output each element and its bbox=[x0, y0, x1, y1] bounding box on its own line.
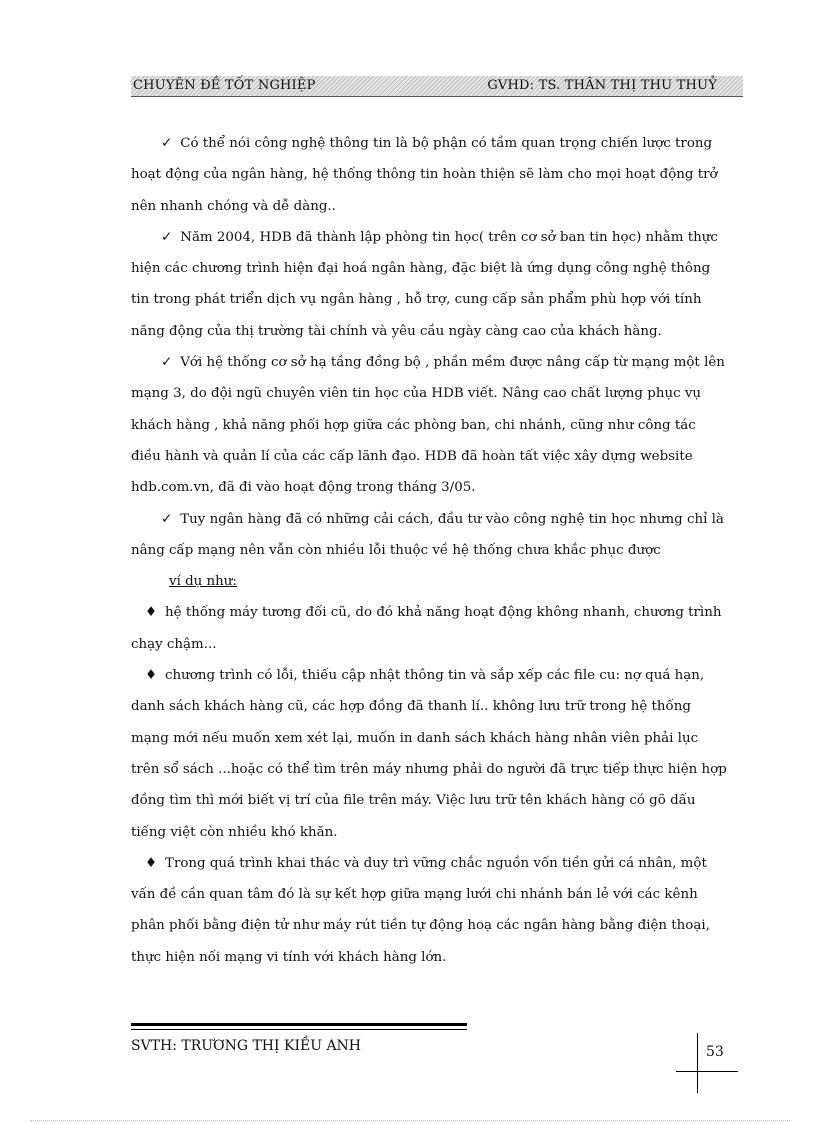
diamond-bullet-icon: ♦ bbox=[145, 855, 158, 871]
text-line: hdb.com.vn, đã đi vào hoạt động trong tháng 3/05. bbox=[131, 480, 476, 496]
bullet-item-3 bbox=[131, 848, 743, 973]
text-line: Trong quá trình khai thác và duy trì vững chắc nguồn vốn tiền gửi cá nhân, một bbox=[165, 855, 707, 871]
page-number-vertical-rule bbox=[697, 1033, 698, 1093]
text-line: Năm 2004, HDB đã thành lập phòng tin học( trên cơ sở ban tin học) nhằm thực bbox=[180, 229, 718, 245]
text-line: thực hiện nối mạng vi tính với khách hàng lớn. bbox=[131, 949, 447, 965]
checkmark-icon: ✓ bbox=[161, 229, 173, 245]
text-line: Tuy ngân hàng đã có những cải cách, đầu tư vào công nghệ tin học nhưng chỉ là bbox=[180, 511, 724, 527]
check-paragraph-3 bbox=[131, 347, 743, 503]
header-left-title: CHUYÊN ĐỀ TỐT NGHIỆP bbox=[133, 78, 316, 93]
check-paragraph-2 bbox=[131, 222, 743, 347]
text-line: nên nhanh chóng và dễ dàng.. bbox=[131, 198, 336, 214]
checkmark-icon: ✓ bbox=[161, 355, 173, 371]
text-line: đồng tìm thì mới biết vị trí của file trên máy. Việc lưu trữ tên khách hàng có gõ dấu bbox=[131, 793, 696, 809]
text-line: nâng cấp mạng nên vẫn còn nhiều lỗi thuộc về hệ thống chưa khắc phục được bbox=[131, 542, 661, 558]
page-header bbox=[131, 76, 743, 97]
text-line: Có thể nói công nghệ thông tin là bộ phận có tầm quan trọng chiến lược trong bbox=[180, 136, 713, 151]
page-number-horizontal-rule bbox=[676, 1071, 738, 1072]
text-line: chương trình có lỗi, thiếu cập nhật thông tin và sắp xếp các file cu: nợ quá hạn, bbox=[165, 668, 705, 684]
text-line: chạy chậm... bbox=[131, 636, 217, 652]
check-paragraph-4 bbox=[131, 504, 743, 567]
text-line: Với hệ thống cơ sở hạ tầng đồng bộ , phần mềm được nâng cấp từ mạng một lên bbox=[180, 355, 725, 371]
diamond-bullet-icon: ♦ bbox=[145, 668, 158, 684]
text-line: phân phối bằng điện tử như máy rút tiền tự động hoạ các ngân hàng bằng điện thoại, bbox=[131, 918, 710, 934]
text-line: hoạt động của ngân hàng, hệ thống thông tin hoàn thiện sẽ làm cho mọi hoạt động trở bbox=[131, 167, 718, 183]
header-right-supervisor: GVHD: TS. THÂN THỊ THU THUỶ bbox=[487, 78, 717, 93]
document-body bbox=[131, 128, 743, 973]
text-line: khách hàng , khả năng phối hợp giữa các phòng ban, chi nhánh, cũng như công tác bbox=[131, 417, 696, 433]
text-line: mạng 3, do đội ngũ chuyên viên tin học của HDB viết. Nâng cao chất lượng phục vụ bbox=[131, 386, 702, 402]
footer-rule-thin bbox=[131, 1029, 467, 1030]
text-line: năng động của thị trường tài chính và yêu cầu ngày càng cao của khách hàng. bbox=[131, 323, 662, 339]
text-line: điều hành và quản lí của các cấp lãnh đạo. HDB đã hoàn tất việc xây dựng website bbox=[131, 448, 693, 464]
checkmark-icon: ✓ bbox=[161, 511, 173, 527]
text-line: hệ thống máy tương đối cũ, do đó khả năng hoạt động không nhanh, chương trình bbox=[165, 605, 722, 621]
bullet-item-2 bbox=[131, 660, 743, 848]
text-line: vấn đề cần quan tâm đó là sự kết hợp giữa mạng lưới chi nhánh bán lẻ với các kênh bbox=[131, 887, 698, 903]
footer-rule-thick bbox=[131, 1023, 467, 1026]
diamond-bullet-icon: ♦ bbox=[145, 605, 158, 621]
text-line: tiếng việt còn nhiều khó khăn. bbox=[131, 824, 338, 840]
page-bottom-dotted-border bbox=[30, 1120, 790, 1121]
footer-student-name: SVTH: TRƯƠNG THỊ KIỀU ANH bbox=[131, 1038, 362, 1054]
checkmark-icon: ✓ bbox=[161, 136, 173, 151]
text-line: danh sách khách hàng cũ, các hợp đồng đã thanh lí.. không lưu trữ trong hệ thống bbox=[131, 699, 691, 715]
text-line: hiện các chương trình hiện đại hoá ngân hàng, đặc biệt là ứng dụng công nghệ thông bbox=[131, 261, 711, 277]
bullet-item-1 bbox=[131, 597, 743, 660]
text-line: mạng mới nếu muốn xem xét lại, muốn in danh sách khách hàng nhân viên phải lục bbox=[131, 730, 699, 746]
text-line: trên sổ sách ...hoặc có thể tìm trên máy nhưng phải do người đã trực tiếp thực hiện hợp bbox=[131, 761, 727, 777]
check-paragraph-1 bbox=[131, 128, 743, 222]
page-number: 53 bbox=[706, 1044, 724, 1060]
example-label: ví dụ như: bbox=[169, 574, 237, 590]
text-line: tin trong phát triển dịch vụ ngân hàng , hỗ trợ, cung cấp sản phẩm phù hợp với tính bbox=[131, 292, 702, 308]
